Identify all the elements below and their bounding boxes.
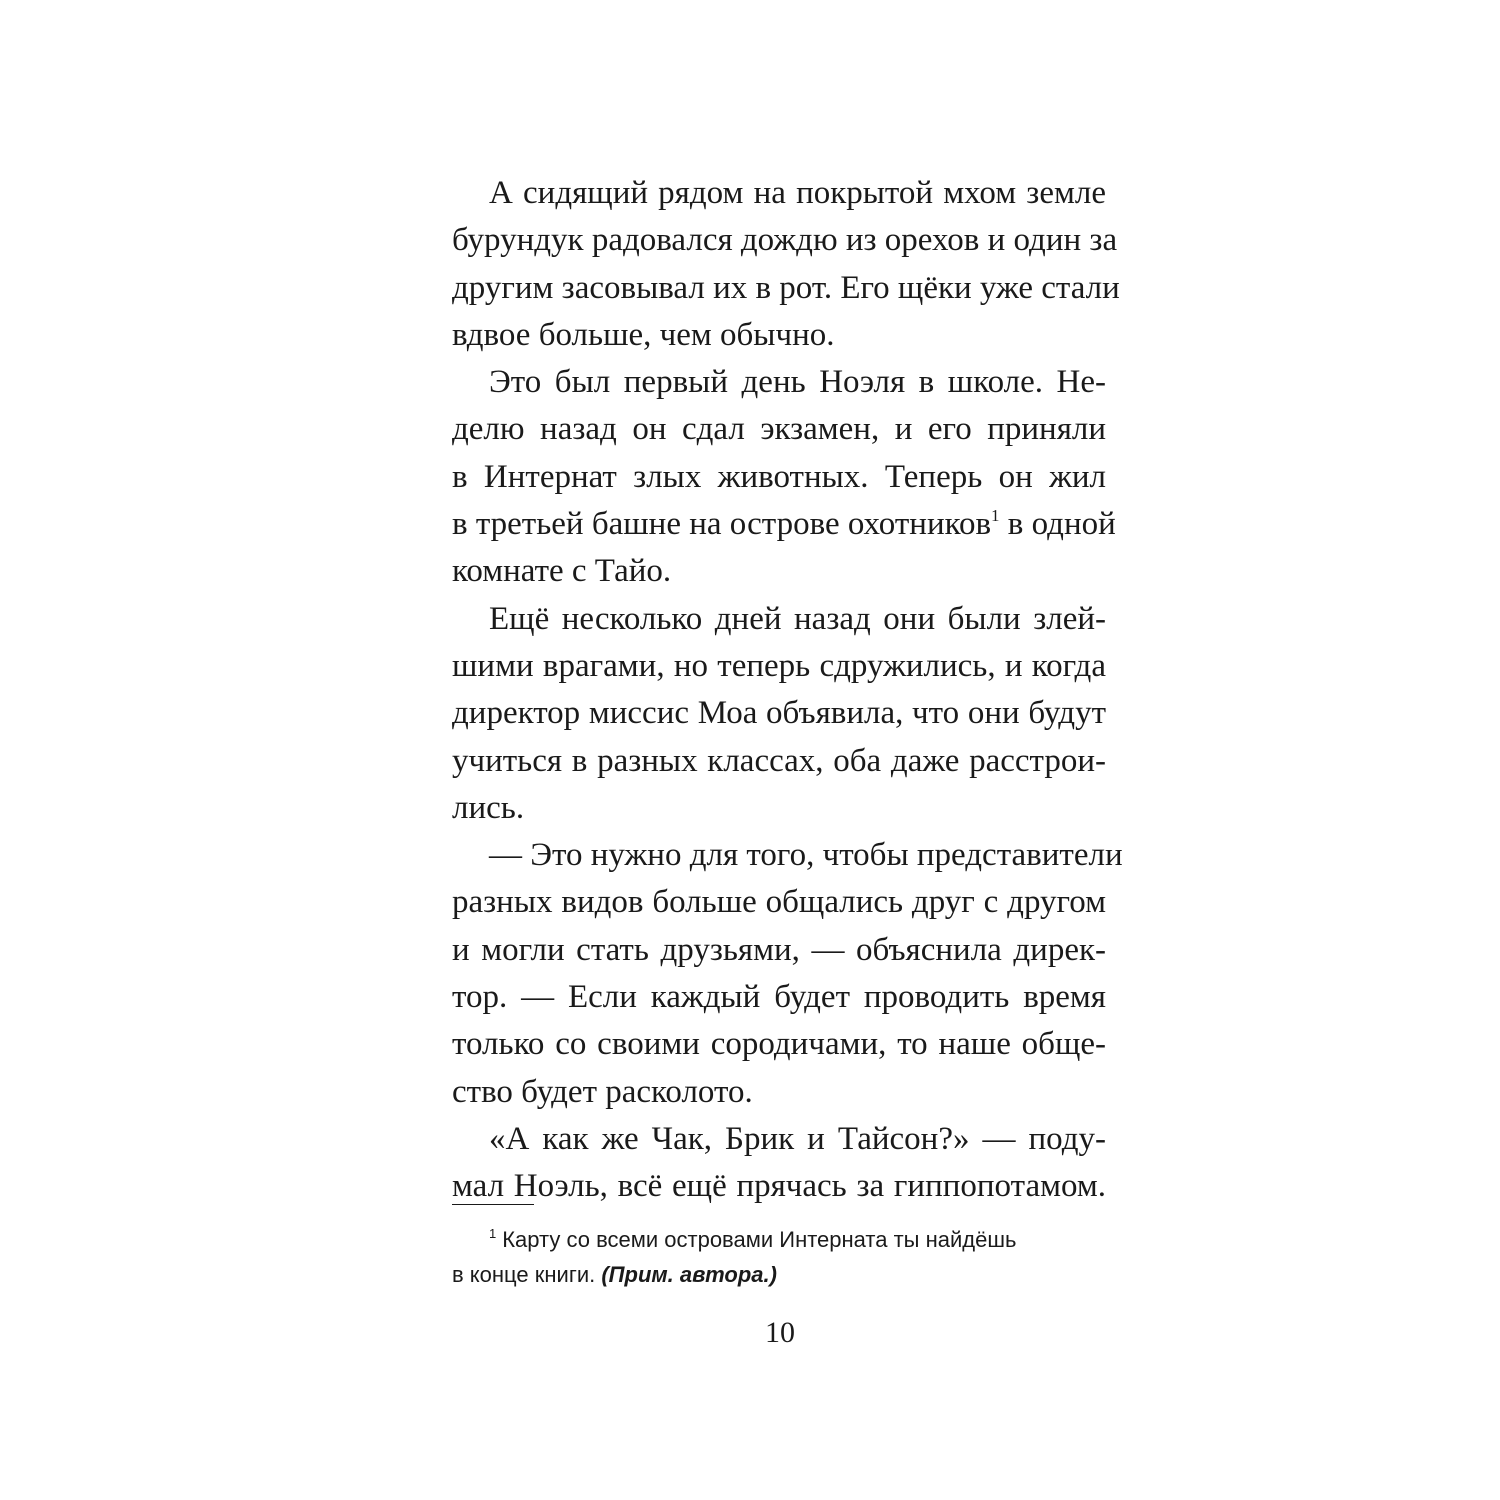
body-line: ство будет расколото. <box>452 1073 753 1110</box>
body-line: и могли стать друзьями, — объяснила дирек- <box>452 931 1106 968</box>
body-line: «А как же Чак, Брик и Тайсон?» — поду- <box>489 1120 1106 1157</box>
footnote-line <box>452 1257 1106 1292</box>
body-line: комнате с Тайо. <box>452 553 672 590</box>
page-number: 10 <box>765 1316 795 1349</box>
body-line: шими врагами, но теперь сдружились, и когда <box>452 647 1106 684</box>
body-line-part: в третьей башне на острове охотников <box>452 506 992 543</box>
footnote-line <box>452 1222 1106 1257</box>
footnote-text: Карту со всеми островами Интерната ты найдёшь <box>502 1227 1017 1252</box>
body-line: другим засовывал их в рот. Его щёки уже стали <box>452 269 1120 306</box>
body-line: — Это нужно для того, чтобы представители <box>489 837 1123 874</box>
body-line-with-footnote-ref <box>452 501 1116 548</box>
body-line: делю назад он сдал экзамен, и его приняли <box>452 411 1106 448</box>
body-line: вдвое больше, чем обычно. <box>452 316 835 353</box>
page-body <box>452 170 1123 1211</box>
footnote-divider <box>452 1204 534 1205</box>
body-line: в Интернат злых животных. Теперь он жил <box>452 458 1106 495</box>
body-line-part: в одной <box>999 506 1116 543</box>
body-line: разных видов больше общались друг с другом <box>452 884 1106 921</box>
footnote-marker: 1 <box>489 1226 497 1241</box>
body-line: учиться в разных классах, оба даже расстрои- <box>452 742 1106 779</box>
author-note: (Прим. автора.) <box>601 1262 777 1287</box>
body-line: лись. <box>452 789 525 826</box>
body-line: А сидящий рядом на покрытой мхом земле <box>489 175 1106 211</box>
body-line: мал Ноэль, всё ещё прячась за гиппопотамом. <box>452 1168 1106 1205</box>
footnote-text: в конце книги. <box>452 1262 602 1287</box>
body-line: Это был первый день Ноэля в школе. Не- <box>489 364 1106 401</box>
footnote-reference: 1 <box>991 506 1000 526</box>
body-line: только со своими сородичами, то наше обще- <box>452 1026 1106 1063</box>
footnote <box>452 1222 1106 1292</box>
body-line: директор миссис Моа объявила, что они будут <box>452 695 1106 732</box>
body-line: Ещё несколько дней назад они были злей- <box>489 600 1106 637</box>
body-line: бурундук радовался дождю из орехов и один за <box>452 222 1118 259</box>
body-line: тор. — Если каждый будет проводить время <box>452 979 1106 1016</box>
